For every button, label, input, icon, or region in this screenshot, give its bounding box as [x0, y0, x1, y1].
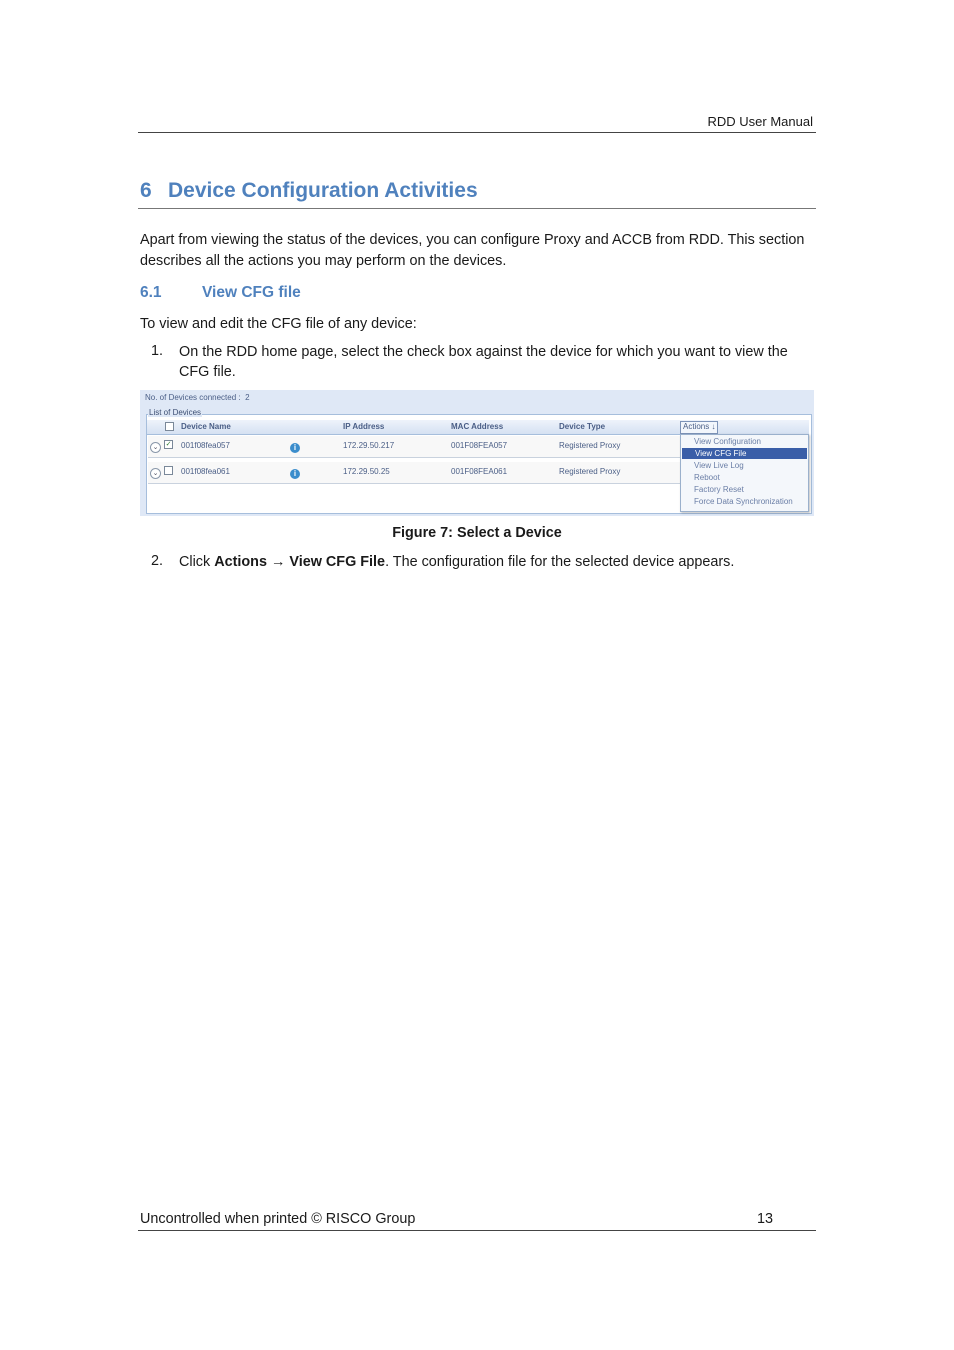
menu-item-view-configuration[interactable]: View Configuration	[694, 437, 762, 446]
menu-item-reboot[interactable]: Reboot	[694, 473, 720, 482]
menu-item-view-live-log[interactable]: View Live Log	[694, 461, 744, 470]
info-icon[interactable]: i	[290, 443, 300, 453]
lead-paragraph: To view and edit the CFG file of any device:	[140, 316, 417, 332]
table-header	[147, 420, 809, 435]
mac-address: 001F08FEA061	[451, 467, 508, 476]
actions-term: Actions	[214, 554, 267, 570]
section-number: 6	[140, 179, 152, 202]
select-all-checkbox[interactable]	[165, 422, 174, 431]
device-type: Registered Proxy	[559, 441, 621, 450]
actions-menu	[680, 434, 809, 512]
column-device-name[interactable]: Device Name	[181, 422, 231, 431]
subsection-number: 6.1	[140, 284, 162, 301]
row-checkbox[interactable]: ✓	[165, 441, 172, 448]
subsection-heading	[140, 284, 301, 302]
devices-connected-count: 2	[245, 393, 250, 402]
device-type: Registered Proxy	[559, 467, 621, 476]
section-title: Device Configuration Activities	[168, 179, 478, 202]
step-2-text: Click Actions → View CFG File. The configuration file for the selected device appears.	[179, 554, 735, 570]
device-name: 001f08fea057	[181, 441, 230, 450]
device-list-title: List of Devices	[149, 408, 202, 417]
arrow-right-icon: →	[266, 554, 290, 570]
figure-select-device	[140, 390, 814, 516]
device-name: 001f08fea061	[181, 467, 230, 476]
column-device-type[interactable]: Device Type	[559, 422, 606, 431]
arrow-down-icon: ↓	[711, 422, 716, 431]
section-rule	[138, 208, 816, 209]
menu-item-force-data-sync[interactable]: Force Data Synchronization	[694, 497, 793, 506]
menu-item-factory-reset[interactable]: Factory Reset	[694, 485, 744, 494]
section-heading	[140, 179, 478, 203]
figure-caption: Figure 7: Select a Device	[392, 525, 562, 541]
subsection-title: View CFG file	[202, 284, 301, 301]
view-cfg-file-term: View CFG File	[289, 554, 386, 570]
running-header: RDD User Manual	[707, 114, 813, 129]
footer-text: Uncontrolled when printed © RISCO Group	[140, 1211, 416, 1227]
step-1-text: On the RDD home page, select the check box against the device for which you want to view the CFG file.	[179, 344, 788, 380]
info-icon[interactable]: i	[290, 469, 300, 479]
ip-address: 172.29.50.217	[343, 441, 395, 450]
menu-item-view-cfg-file[interactable]: View CFG File	[682, 448, 807, 459]
actions-dropdown[interactable]: Actions ↓	[680, 421, 718, 434]
column-mac-address[interactable]: MAC Address	[451, 422, 504, 431]
expand-icon[interactable]: ⌄	[150, 468, 161, 479]
header-rule	[138, 132, 816, 133]
page-number: 13	[757, 1211, 774, 1227]
step-2-number: 2.	[151, 553, 164, 569]
devices-connected-label: No. of Devices connected : 2	[145, 393, 250, 402]
intro-paragraph: Apart from viewing the status of the devices, you can configure Proxy and ACCB from RDD. This section describes all the actions you may perform on the devices.	[140, 232, 805, 269]
column-ip-address[interactable]: IP Address	[343, 422, 385, 431]
footer-rule	[138, 1230, 816, 1231]
step-1-number: 1.	[151, 343, 164, 359]
row-checkbox[interactable]	[164, 466, 173, 475]
expand-icon[interactable]: ⌄	[150, 442, 161, 453]
ip-address: 172.29.50.25	[343, 467, 390, 476]
mac-address: 001F08FEA057	[451, 441, 508, 450]
